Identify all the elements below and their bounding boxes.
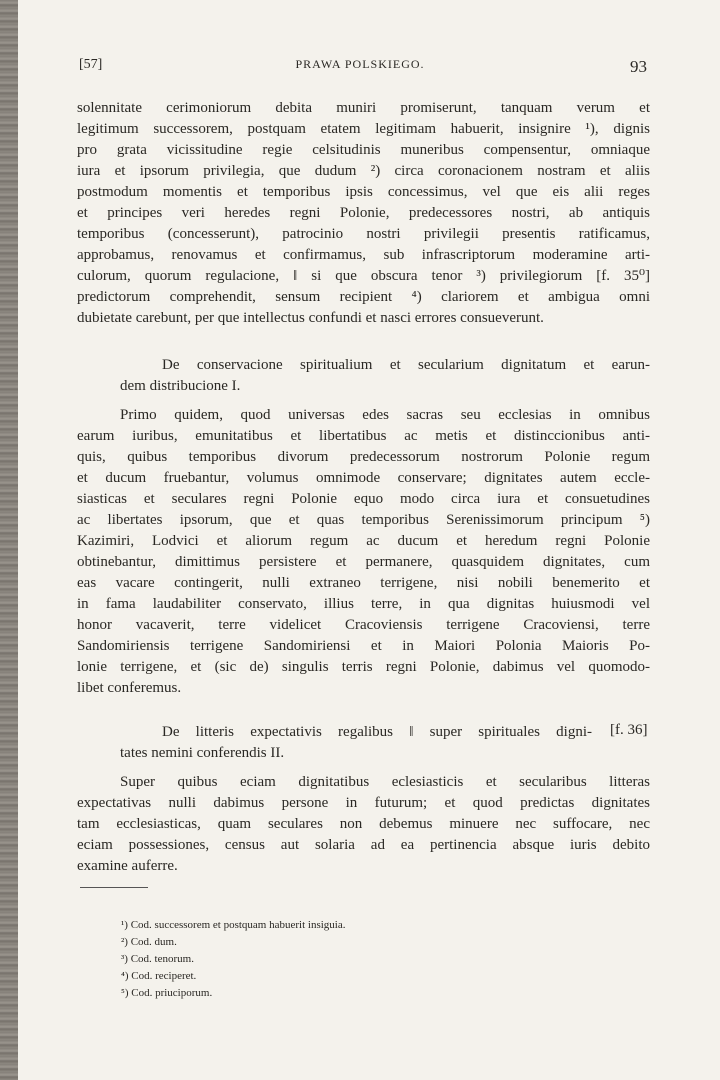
text-line: eas vacare contingerit, nulli extraneo terrigene, nisi nobili benemerito et	[77, 575, 650, 591]
section-heading-line: tates nemini conferendis II.	[120, 745, 285, 761]
text-line: quis, quibus temporibus divorum predecessorum nostrorum Polonie regum	[77, 449, 650, 465]
footnote: ³) Cod. tenorum.	[121, 953, 194, 965]
text-line: ac libertates ipsorum, que et quas temporibus Serenissimorum principum ⁵)	[77, 512, 650, 528]
text-line: Super quibus eciam dignitatibus eclesiasticis et secularibus litteras	[120, 774, 650, 790]
text-line: siasticas et seculares regni Polonie equo modo circa iura et consuetudines	[77, 491, 650, 507]
footnote: ¹) Cod. successorem et postquam habuerit insiguia.	[121, 919, 346, 931]
folio-margin-note: [f. 36]	[610, 722, 648, 738]
text-line: lonie terrigene, et (sic de) singulis terris regni Polonie, dabimus vel quomodo-	[77, 659, 650, 675]
text-line: approbamus, renovamus et confirmamus, sub infrascriptorum moderamine arti-	[77, 247, 650, 263]
text-line: libet conferemus.	[77, 680, 182, 696]
footnote: ⁵) Cod. priuciporum.	[121, 987, 213, 999]
section-marker: [57]	[79, 57, 103, 72]
text-line: iura et ipsorum privilegia, que dudum ²) circa coronacionem nostram et aliis	[77, 163, 650, 179]
text-line: pro grata vicissitudine regie celsitudinis muneribus compensentur, omniaque	[77, 142, 650, 158]
text-line: in fama laudabiliter conservato, illius terre, in qua dignitas huiusmodi vel	[77, 596, 650, 612]
footnote-divider	[80, 887, 148, 888]
footnote: ²) Cod. dum.	[121, 936, 177, 948]
footnote: ⁴) Cod. reciperet.	[121, 970, 197, 982]
text-line: culorum, quorum regulacione, ‖ si que obscura tenor ³) privilegiorum [f. 35⁰]	[77, 268, 650, 284]
section-heading-line: dem distribucione I.	[120, 378, 241, 394]
text-line: et principes veri heredes regni Polonie, predecessores nostri, ab antiquis	[77, 205, 650, 221]
text-line: obtinebantur, dimittimus persistere et permanere, quasquidem dignitates, cum	[77, 554, 650, 570]
text-line: Sandomiriensis terrigene Sandomiriensi et in Maiori Polonia Maioris Po-	[77, 638, 650, 654]
text-line: solennitate cerimoniorum debita muniri promiserunt, tanquam verum et	[77, 100, 650, 116]
text-line: predictorum comprehendit, sensum recipient ⁴) clariorem et ambigua omni	[77, 289, 650, 305]
text-line: legitimum successorem, postquam etatem legitimam habuerit, insignire ¹), dignis	[77, 121, 650, 137]
text-line: Primo quidem, quod universas edes sacras seu ecclesias in omnibus	[120, 407, 650, 423]
text-line: eciam possessiones, census aut solaria ad ea pertinencia absque iuris debito	[77, 837, 650, 853]
text-line: dubietate carebunt, per que intellectus confundi et nasci errores consueverunt.	[77, 310, 544, 326]
text-line: tam ecclesiasticas, quam seculares non debemus minuere nec suffocare, nec	[77, 816, 650, 832]
text-line: expectativas nulli dabimus persone in futurum; et quod predictas dignitates	[77, 795, 650, 811]
text-line: honor vacaverit, terre videlicet Cracoviensis terrigene Cracoviensi, terre	[77, 617, 650, 633]
text-line: Kazimiri, Lodvici et aliorum regum ac ducum et heredum regni Polonie	[77, 533, 650, 549]
text-line: temporibus (concesserunt), patrocinio nostri privilegii presentis ratificamus,	[77, 226, 650, 242]
running-title: PRAWA POLSKIEGO.	[295, 57, 425, 71]
text-line: earum iuribus, emunitatibus et libertatibus ac metis et distinccionibus anti-	[77, 428, 650, 444]
page-number: 93	[630, 57, 647, 76]
text-line: et ducum fruebantur, volumus omnimode conservare; dignitates autem eccle-	[77, 470, 650, 486]
section-heading-line: De conservacione spiritualium et secularium dignitatum et earun-	[162, 357, 650, 373]
section-heading-line: De litteris expectativis regalibus ‖ super spirituales digni-	[162, 724, 592, 740]
text-line: examine auferre.	[77, 858, 178, 874]
text-line: postmodum momentis et temporibus ipsis concessimus, vel que eis alii reges	[77, 184, 650, 200]
